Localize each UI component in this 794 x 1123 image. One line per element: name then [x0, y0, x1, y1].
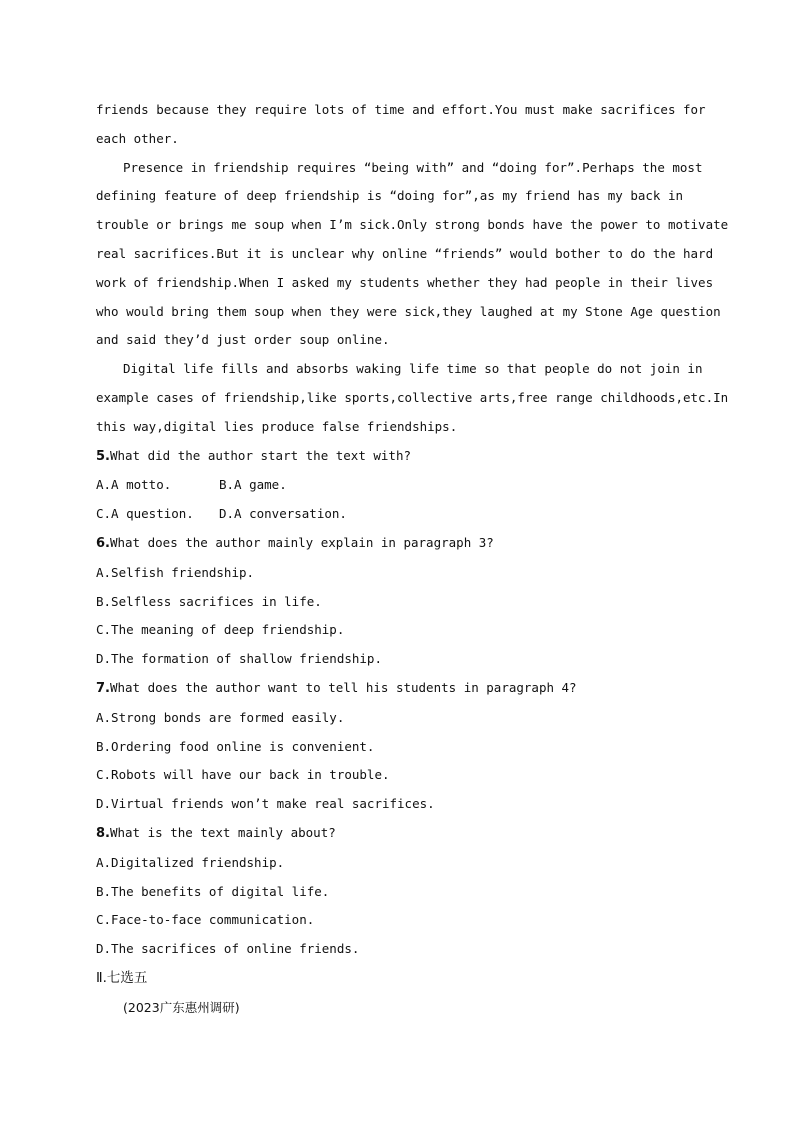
question-stem	[96, 674, 696, 704]
option-a: A.Strong bonds are formed easily.	[96, 709, 345, 725]
passage-paragraph-continuation	[96, 96, 706, 154]
option-d: D.A conversation.	[219, 506, 347, 522]
text-line: trouble or brings me soup when I’m sick.Only strong bonds have the power to motivate	[96, 217, 729, 233]
text-line: this way,digital lies produce false friendships.	[96, 418, 458, 434]
option-c: C.Face-to-face communication.	[96, 912, 315, 928]
option-a: A.A motto.	[96, 477, 172, 493]
text-line: real sacrifices.But it is unclear why online “friends” would bother to do the hard	[96, 245, 714, 261]
question-number: 5.	[96, 448, 110, 464]
text-line: each other.	[96, 130, 179, 146]
question-stem	[96, 529, 696, 559]
option-a: A.Digitalized friendship.	[96, 854, 285, 870]
text-line: example cases of friendship,like sports,collective arts,free range childhoods,etc.In	[96, 389, 729, 405]
option-d: D.The sacrifices of online friends.	[96, 941, 360, 957]
option-b: B.A game.	[219, 477, 287, 493]
option-d: D.The formation of shallow friendship.	[96, 651, 382, 667]
option-b: B.The benefits of digital life.	[96, 883, 330, 899]
text-line: Digital life fills and absorbs waking life time so that people do not join in	[123, 361, 703, 377]
section-source: (2023广东惠州调研)	[123, 999, 240, 1015]
question-5	[96, 442, 696, 529]
document-page	[96, 96, 729, 1022]
question-stem	[96, 819, 696, 849]
question-7	[96, 674, 696, 819]
text-line: friends because they require lots of time and effort.You must make sacrifices for	[96, 102, 706, 117]
question-text: What is the text mainly about?	[109, 824, 336, 840]
text-line: work of friendship.When I asked my students whether they had people in their lives	[96, 274, 714, 290]
text-line: who would bring them soup when they were sick,they laughed at my Stone Age question	[96, 303, 721, 319]
question-number: 7.	[96, 680, 110, 696]
question-text: What did the author start the text with?	[109, 447, 412, 463]
question-stem	[96, 442, 696, 472]
option-a: A.Selfish friendship.	[96, 564, 255, 580]
option-row	[96, 500, 696, 529]
section-heading: Ⅱ.七选五	[96, 969, 148, 986]
option-row	[96, 471, 696, 500]
question-number: 6.	[96, 535, 110, 551]
option-c: C.The meaning of deep friendship.	[96, 622, 345, 638]
option-c: C.A question.	[96, 506, 194, 522]
option-b: B.Ordering food online is convenient.	[96, 738, 375, 754]
text-line: Presence in friendship requires “being with” and “doing for”.Perhaps the most	[123, 159, 703, 175]
question-8	[96, 819, 696, 964]
question-text: What does the author want to tell his students in paragraph 4?	[109, 679, 577, 695]
question-text: What does the author mainly explain in paragraph 3?	[109, 534, 494, 550]
text-line: and said they’d just order soup online.	[96, 332, 390, 348]
option-b: B.Selfless sacrifices in life.	[96, 593, 322, 609]
section-seven-choose-five	[96, 964, 696, 1022]
passage-paragraph-presence	[96, 154, 729, 356]
text-line: defining feature of deep friendship is “doing for”,as my friend has my back in	[96, 188, 683, 204]
question-6	[96, 529, 696, 674]
option-c: C.Robots will have our back in trouble.	[96, 767, 390, 783]
option-d: D.Virtual friends won’t make real sacrifices.	[96, 796, 435, 812]
question-number: 8.	[96, 825, 110, 841]
passage-paragraph-digital	[96, 355, 729, 441]
